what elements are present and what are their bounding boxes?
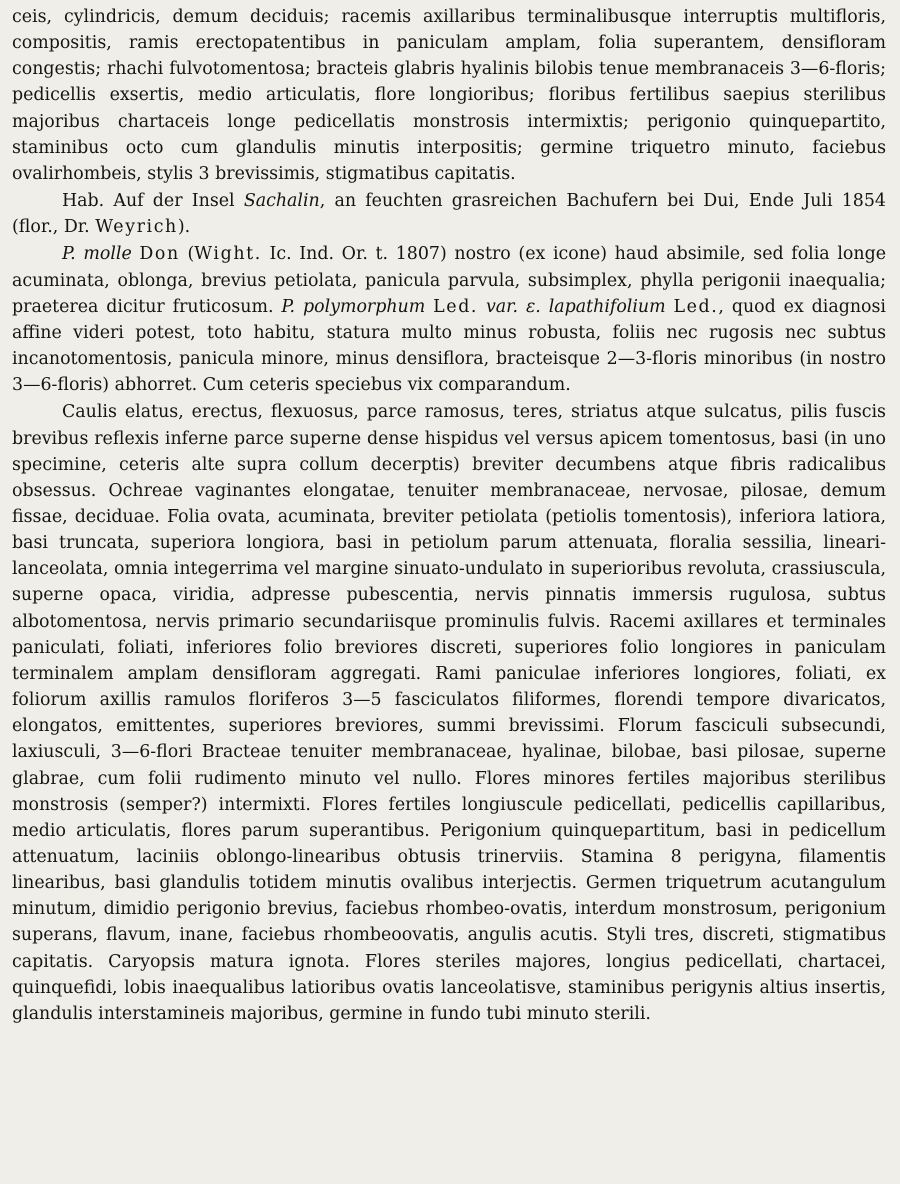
paragraph-comparison xyxy=(12,241,886,398)
text-run xyxy=(478,297,486,317)
text-run: ). xyxy=(177,217,191,238)
text-run xyxy=(425,297,433,317)
author-name: Led. xyxy=(433,296,479,317)
italic-run: P. molle xyxy=(62,244,132,265)
author-name: Wight. xyxy=(194,244,262,265)
text-run: Caulis elatus, erectus, flexuosus, parce ramosus, teres, striatus atque sulcatus, pilis fuscis brevibus reflexis inferne parce superne dense hispidus vel versus apicem tomentosus, basi (in uno specimine, ceteris alte supra collum decerptis) breviter decumbens atque fibris radicalibus obsessus. Ochreae vaginantes elongatae, tenuiter membranaceae, nervosae, pilosae, demum fissae, deciduae. Folia ovata, acuminata, breviter petiolata (petiolis tomentosis), inferiora latiora, basi truncata, superiora longiora, basi in petiolum parum attenuata, floralia sessilia, lineari-lanceolata, omnia integerrima vel margine sinuato-undulato in superioribus revoluta, crassiuscula, superne opaca, viridia, adpresse pubescentia, nervis pinnatis immersis rugulosa, subtus albotomentosa, nervis primario secundariisque prominulis fulvis. Racemi axillares et terminales paniculati, foliati, inferiores folio breviores discreti, superiores folio longiores in paniculam terminalem amplam densifloram aggregati. Rami paniculae inferiores longiores, foliati, ex foliorum axillis ramulos floriferos 3—5 fasciculatos filiformes, florendi tempore divaricatos, elongatos, emittentes, superiores breviores, summi brevissimi. Florum fasciculi subsecundi, laxiusculi, 3—6-flori Bracteae tenuiter membranaceae, hyalinae, bilobae, basi pilosae, superne glabrae, cum folii rudimento minuto vel nullo. Flores minores fertiles majoribus sterilibus monstrosis (semper?) intermixti. Flores fertiles longiuscule pedicellati, pedicellis capillaribus, medio articulatis, flores parum superantibus. Perigonium quinquepartitum, basi in pedicellum attenuatum, laciniis oblongo-linearibus obtusis trinerviis. Stamina 8 perigyna, filamentis linearibus, basi glandulis totidem minutis ovalibus interjectis. Germen triquetrum acutangulum minutum, dimidio perigonio brevius, faciebus rhombeo-ovatis, interdum monstrosum, perigonium superans, flavum, inane, faciebus rhombeoovatis, angulis acutis. Styli tres, discreti, stigmatibus capitatis. Caryopsis matura ignota. Flores steriles majores, longius pedicellati, chartacei, quinquefidi, lobis inaequalibus latioribus ovatis lanceolatisve, staminibus perigynis altius insertis, glandulis interstamineis majoribus, germine in fundo tubi minuto sterili. xyxy=(12,402,886,1024)
text-run: , quod ex diagnosi affine videri potest, toto habitu, statura multo minus robusta, foliis nec rugosis nec subtus incanotomentosis, panicula minore, minus densiflora, bracteisque 2—3-floris minoribus (in nostro 3—6-floris) abhorret. Cum ceteris speciebus vix comparandum. xyxy=(12,296,886,396)
text-run: , an feuchten grasreichen Bachufern bei Dui, Ende Juli 1854 (flor., Dr. xyxy=(12,191,886,238)
text-run: Ic. Ind. Or. t. 1807) nostro (ex icone) haud absimile, sed folia longe acuminata, oblonga, brevius petiolata, panicula parvula, subsimplex, phylla perigonii inaequalia; praeterea dicitur fruticosum. xyxy=(12,244,886,317)
author-name: Weyrich xyxy=(95,217,178,238)
text-run xyxy=(666,297,674,317)
text-run: ( xyxy=(179,244,195,265)
text-run: ceis, cylindricis, demum deciduis; racemis axillaribus terminalibusque interruptis multifloris, compositis, ramis erectopatentibus in paniculam amplam, folia superantem, densifloram congestis; rhachi fulvotomentosa; bracteis glabris hyalinis bilobis tenue membranaceis 3—6-floris; pedicellis exsertis, medio articulatis, flore longioribus; floribus fertilibus saepius sterilibus majoribus chartaceis longe pedicellatis monstrosis intermixtis; perigonio quinquepartito, staminibus octo cum glandulis minutis interpositis; germine triquetro minuto, faciebus ovalirhombeis, stylis 3 brevissimis, stigmatibus capitatis. xyxy=(12,7,886,184)
paragraph-description xyxy=(12,399,886,1027)
paragraph-habitat xyxy=(12,188,886,240)
author-name: Don xyxy=(139,244,180,265)
italic-run: P. polymorphum xyxy=(281,296,426,317)
italic-run: var. ε. lapathifolium xyxy=(485,296,666,317)
text-run: Hab. Auf der Insel xyxy=(62,191,244,212)
paragraph-diagnosis-end xyxy=(12,4,886,187)
italic-run: Sachalin xyxy=(243,191,320,212)
author-name: Led. xyxy=(673,296,719,317)
